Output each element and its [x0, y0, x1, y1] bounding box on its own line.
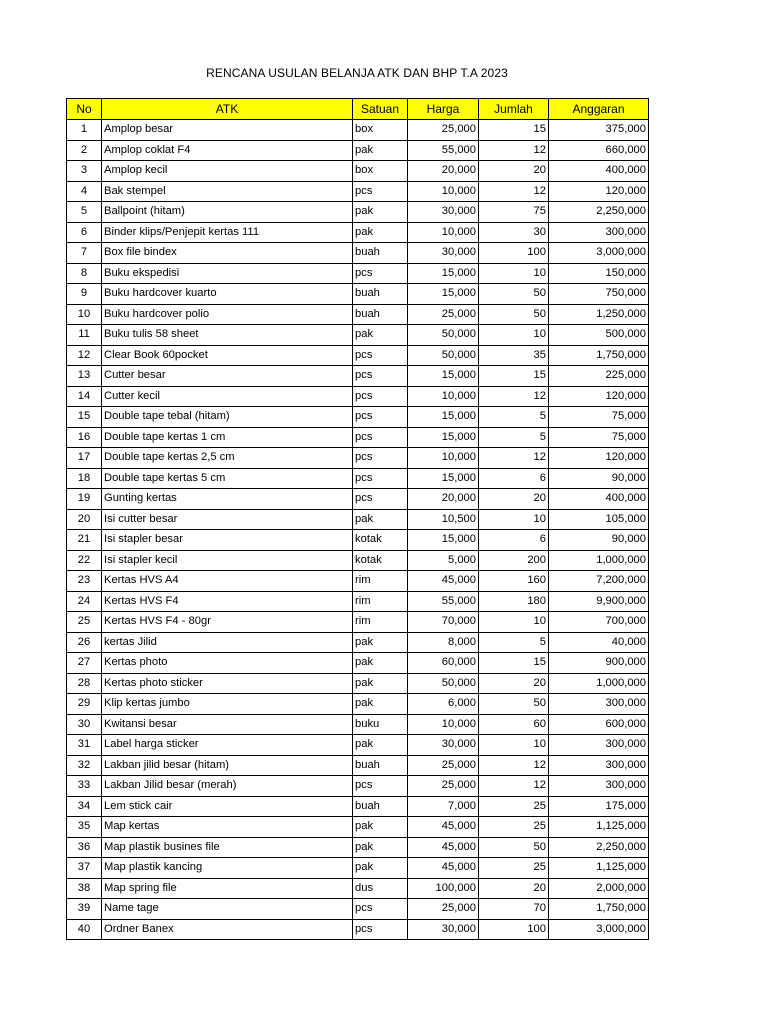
cell-jumlah: 20: [479, 878, 549, 899]
table-row: [67, 120, 649, 141]
cell-atk: Gunting kertas: [102, 489, 353, 510]
cell-jumlah: 50: [479, 284, 549, 305]
cell-satuan: pcs: [353, 181, 408, 202]
cell-jumlah: 12: [479, 755, 549, 776]
cell-anggaran: 300,000: [549, 694, 649, 715]
cell-jumlah: 25: [479, 796, 549, 817]
cell-anggaran: 2,000,000: [549, 878, 649, 899]
cell-jumlah: 6: [479, 468, 549, 489]
cell-harga: 15,000: [408, 427, 479, 448]
header-harga: Harga: [408, 99, 479, 120]
cell-anggaran: 375,000: [549, 120, 649, 141]
cell-satuan: pcs: [353, 899, 408, 920]
table-row: [67, 161, 649, 182]
table-row: [67, 735, 649, 756]
cell-anggaran: 500,000: [549, 325, 649, 346]
cell-atk: Double tape kertas 2,5 cm: [102, 448, 353, 469]
table-row: [67, 427, 649, 448]
cell-satuan: pak: [353, 509, 408, 530]
cell-anggaran: 120,000: [549, 181, 649, 202]
table-row: [67, 509, 649, 530]
cell-satuan: buah: [353, 284, 408, 305]
cell-atk: Isi stapler besar: [102, 530, 353, 551]
cell-satuan: buah: [353, 755, 408, 776]
cell-satuan: rim: [353, 571, 408, 592]
cell-anggaran: 400,000: [549, 489, 649, 510]
cell-jumlah: 70: [479, 899, 549, 920]
cell-atk: Box file bindex: [102, 243, 353, 264]
cell-harga: 50,000: [408, 325, 479, 346]
cell-harga: 45,000: [408, 858, 479, 879]
cell-satuan: buah: [353, 304, 408, 325]
cell-no: 18: [67, 468, 102, 489]
cell-jumlah: 15: [479, 120, 549, 141]
cell-atk: Map spring file: [102, 878, 353, 899]
cell-anggaran: 1,125,000: [549, 817, 649, 838]
cell-harga: 70,000: [408, 612, 479, 633]
header-no: No: [67, 99, 102, 120]
header-jumlah: Jumlah: [479, 99, 549, 120]
table-row: [67, 796, 649, 817]
cell-jumlah: 200: [479, 550, 549, 571]
table-row: [67, 284, 649, 305]
table-row: [67, 653, 649, 674]
table-row: [67, 919, 649, 940]
cell-harga: 15,000: [408, 407, 479, 428]
cell-no: 38: [67, 878, 102, 899]
cell-anggaran: 40,000: [549, 632, 649, 653]
cell-no: 40: [67, 919, 102, 940]
cell-no: 36: [67, 837, 102, 858]
cell-no: 10: [67, 304, 102, 325]
cell-jumlah: 60: [479, 714, 549, 735]
table-row: [67, 386, 649, 407]
atk-budget-table: [66, 98, 649, 940]
cell-jumlah: 10: [479, 735, 549, 756]
table-row: [67, 489, 649, 510]
table-row: [67, 776, 649, 797]
table-row: [67, 550, 649, 571]
cell-no: 12: [67, 345, 102, 366]
cell-atk: Name tage: [102, 899, 353, 920]
cell-harga: 10,000: [408, 386, 479, 407]
cell-harga: 15,000: [408, 530, 479, 551]
cell-anggaran: 1,750,000: [549, 899, 649, 920]
cell-anggaran: 300,000: [549, 755, 649, 776]
cell-jumlah: 50: [479, 304, 549, 325]
cell-atk: Kertas HVS F4 - 80gr: [102, 612, 353, 633]
cell-satuan: pak: [353, 694, 408, 715]
cell-jumlah: 10: [479, 509, 549, 530]
header-satuan: Satuan: [353, 99, 408, 120]
cell-jumlah: 15: [479, 366, 549, 387]
cell-atk: Buku ekspedisi: [102, 263, 353, 284]
cell-jumlah: 35: [479, 345, 549, 366]
cell-anggaran: 75,000: [549, 407, 649, 428]
cell-no: 2: [67, 140, 102, 161]
cell-anggaran: 1,250,000: [549, 304, 649, 325]
cell-satuan: pcs: [353, 448, 408, 469]
cell-anggaran: 300,000: [549, 735, 649, 756]
cell-atk: Amplop kecil: [102, 161, 353, 182]
cell-satuan: pcs: [353, 919, 408, 940]
cell-atk: Map plastik busines file: [102, 837, 353, 858]
cell-satuan: rim: [353, 591, 408, 612]
cell-atk: Cutter kecil: [102, 386, 353, 407]
cell-satuan: pak: [353, 858, 408, 879]
cell-no: 30: [67, 714, 102, 735]
header-atk: ATK: [102, 99, 353, 120]
table-row: [67, 366, 649, 387]
cell-no: 24: [67, 591, 102, 612]
cell-atk: Amplop coklat F4: [102, 140, 353, 161]
cell-harga: 6,000: [408, 694, 479, 715]
cell-harga: 50,000: [408, 345, 479, 366]
cell-harga: 55,000: [408, 140, 479, 161]
cell-harga: 10,000: [408, 714, 479, 735]
cell-atk: Double tape kertas 1 cm: [102, 427, 353, 448]
cell-atk: Lakban jilid besar (hitam): [102, 755, 353, 776]
cell-no: 14: [67, 386, 102, 407]
document-title: RENCANA USULAN BELANJA ATK DAN BHP T.A 2023: [206, 66, 508, 80]
cell-harga: 5,000: [408, 550, 479, 571]
cell-no: 7: [67, 243, 102, 264]
cell-jumlah: 5: [479, 427, 549, 448]
table-row: [67, 222, 649, 243]
cell-jumlah: 6: [479, 530, 549, 551]
cell-harga: 25,000: [408, 755, 479, 776]
cell-atk: Kwitansi besar: [102, 714, 353, 735]
cell-no: 4: [67, 181, 102, 202]
cell-jumlah: 75: [479, 202, 549, 223]
cell-atk: Kertas HVS A4: [102, 571, 353, 592]
cell-no: 16: [67, 427, 102, 448]
cell-no: 35: [67, 817, 102, 838]
cell-anggaran: 225,000: [549, 366, 649, 387]
cell-anggaran: 120,000: [549, 448, 649, 469]
cell-no: 5: [67, 202, 102, 223]
cell-satuan: pcs: [353, 407, 408, 428]
cell-no: 23: [67, 571, 102, 592]
cell-atk: Isi cutter besar: [102, 509, 353, 530]
cell-jumlah: 50: [479, 694, 549, 715]
cell-no: 22: [67, 550, 102, 571]
cell-atk: Double tape kertas 5 cm: [102, 468, 353, 489]
cell-atk: Buku hardcover polio: [102, 304, 353, 325]
cell-jumlah: 12: [479, 776, 549, 797]
cell-atk: Cutter besar: [102, 366, 353, 387]
cell-no: 17: [67, 448, 102, 469]
cell-harga: 15,000: [408, 366, 479, 387]
cell-harga: 45,000: [408, 817, 479, 838]
cell-jumlah: 10: [479, 325, 549, 346]
cell-satuan: pak: [353, 202, 408, 223]
cell-atk: Buku hardcover kuarto: [102, 284, 353, 305]
cell-satuan: pcs: [353, 366, 408, 387]
cell-satuan: pak: [353, 325, 408, 346]
cell-harga: 45,000: [408, 571, 479, 592]
cell-satuan: pak: [353, 817, 408, 838]
table-body: [67, 120, 649, 940]
cell-satuan: pcs: [353, 427, 408, 448]
cell-jumlah: 10: [479, 263, 549, 284]
cell-anggaran: 90,000: [549, 468, 649, 489]
table-row: [67, 899, 649, 920]
table-row: [67, 837, 649, 858]
cell-no: 9: [67, 284, 102, 305]
cell-atk: Ordner Banex: [102, 919, 353, 940]
cell-anggaran: 3,000,000: [549, 919, 649, 940]
cell-anggaran: 90,000: [549, 530, 649, 551]
cell-anggaran: 300,000: [549, 222, 649, 243]
cell-atk: Isi stapler kecil: [102, 550, 353, 571]
cell-atk: Kertas photo: [102, 653, 353, 674]
cell-harga: 10,000: [408, 181, 479, 202]
cell-harga: 15,000: [408, 284, 479, 305]
cell-anggaran: 1,000,000: [549, 550, 649, 571]
cell-no: 34: [67, 796, 102, 817]
cell-jumlah: 12: [479, 140, 549, 161]
cell-atk: Clear Book 60pocket: [102, 345, 353, 366]
cell-anggaran: 1,125,000: [549, 858, 649, 879]
table-row: [67, 817, 649, 838]
cell-atk: Lakban Jilid besar (merah): [102, 776, 353, 797]
cell-jumlah: 10: [479, 612, 549, 633]
table-row: [67, 243, 649, 264]
table-row: [67, 858, 649, 879]
table-row: [67, 571, 649, 592]
cell-harga: 25,000: [408, 776, 479, 797]
table-row: [67, 878, 649, 899]
cell-jumlah: 20: [479, 489, 549, 510]
table-row: [67, 304, 649, 325]
cell-harga: 30,000: [408, 919, 479, 940]
table-row: [67, 140, 649, 161]
cell-jumlah: 30: [479, 222, 549, 243]
cell-no: 1: [67, 120, 102, 141]
cell-harga: 30,000: [408, 202, 479, 223]
table-row: [67, 714, 649, 735]
table-row: [67, 632, 649, 653]
cell-anggaran: 400,000: [549, 161, 649, 182]
cell-satuan: box: [353, 120, 408, 141]
cell-no: 20: [67, 509, 102, 530]
cell-anggaran: 120,000: [549, 386, 649, 407]
cell-no: 8: [67, 263, 102, 284]
cell-anggaran: 1,000,000: [549, 673, 649, 694]
cell-no: 28: [67, 673, 102, 694]
cell-harga: 30,000: [408, 735, 479, 756]
cell-satuan: pak: [353, 673, 408, 694]
cell-satuan: pak: [353, 653, 408, 674]
cell-harga: 45,000: [408, 837, 479, 858]
table-row: [67, 612, 649, 633]
cell-jumlah: 180: [479, 591, 549, 612]
cell-harga: 30,000: [408, 243, 479, 264]
cell-atk: Ballpoint (hitam): [102, 202, 353, 223]
header-anggaran: Anggaran: [549, 99, 649, 120]
cell-satuan: buah: [353, 243, 408, 264]
cell-anggaran: 105,000: [549, 509, 649, 530]
cell-no: 26: [67, 632, 102, 653]
cell-atk: Buku tulis 58 sheet: [102, 325, 353, 346]
cell-harga: 25,000: [408, 304, 479, 325]
cell-anggaran: 9,900,000: [549, 591, 649, 612]
cell-satuan: pak: [353, 735, 408, 756]
table-row: [67, 181, 649, 202]
table-header-row: [67, 99, 649, 120]
cell-no: 31: [67, 735, 102, 756]
cell-no: 11: [67, 325, 102, 346]
cell-satuan: pak: [353, 632, 408, 653]
cell-satuan: pcs: [353, 776, 408, 797]
cell-harga: 100,000: [408, 878, 479, 899]
cell-harga: 25,000: [408, 120, 479, 141]
table-row: [67, 468, 649, 489]
cell-anggaran: 2,250,000: [549, 202, 649, 223]
cell-harga: 20,000: [408, 161, 479, 182]
cell-harga: 25,000: [408, 899, 479, 920]
cell-satuan: box: [353, 161, 408, 182]
cell-jumlah: 160: [479, 571, 549, 592]
cell-no: 27: [67, 653, 102, 674]
table-row: [67, 755, 649, 776]
cell-satuan: kotak: [353, 530, 408, 551]
cell-satuan: pak: [353, 837, 408, 858]
table-row: [67, 345, 649, 366]
cell-satuan: rim: [353, 612, 408, 633]
cell-satuan: buah: [353, 796, 408, 817]
cell-harga: 15,000: [408, 468, 479, 489]
cell-satuan: pcs: [353, 489, 408, 510]
cell-anggaran: 900,000: [549, 653, 649, 674]
cell-atk: Bak stempel: [102, 181, 353, 202]
cell-anggaran: 150,000: [549, 263, 649, 284]
cell-harga: 50,000: [408, 673, 479, 694]
cell-satuan: kotak: [353, 550, 408, 571]
cell-no: 29: [67, 694, 102, 715]
cell-jumlah: 20: [479, 673, 549, 694]
table-row: [67, 202, 649, 223]
table-row: [67, 673, 649, 694]
cell-no: 25: [67, 612, 102, 633]
cell-jumlah: 25: [479, 817, 549, 838]
cell-harga: 10,500: [408, 509, 479, 530]
cell-no: 19: [67, 489, 102, 510]
cell-satuan: pcs: [353, 263, 408, 284]
table-row: [67, 591, 649, 612]
cell-anggaran: 3,000,000: [549, 243, 649, 264]
cell-anggaran: 600,000: [549, 714, 649, 735]
cell-jumlah: 12: [479, 386, 549, 407]
table-row: [67, 407, 649, 428]
cell-anggaran: 750,000: [549, 284, 649, 305]
cell-satuan: pak: [353, 222, 408, 243]
cell-no: 37: [67, 858, 102, 879]
cell-atk: Kertas HVS F4: [102, 591, 353, 612]
cell-no: 32: [67, 755, 102, 776]
cell-anggaran: 300,000: [549, 776, 649, 797]
cell-satuan: buku: [353, 714, 408, 735]
cell-harga: 10,000: [408, 448, 479, 469]
cell-satuan: dus: [353, 878, 408, 899]
cell-atk: Map plastik kancing: [102, 858, 353, 879]
cell-anggaran: 1,750,000: [549, 345, 649, 366]
cell-no: 6: [67, 222, 102, 243]
cell-atk: Kertas photo sticker: [102, 673, 353, 694]
cell-anggaran: 660,000: [549, 140, 649, 161]
cell-jumlah: 50: [479, 837, 549, 858]
cell-satuan: pak: [353, 140, 408, 161]
cell-anggaran: 75,000: [549, 427, 649, 448]
cell-no: 13: [67, 366, 102, 387]
cell-harga: 10,000: [408, 222, 479, 243]
table-row: [67, 263, 649, 284]
cell-anggaran: 700,000: [549, 612, 649, 633]
cell-anggaran: 2,250,000: [549, 837, 649, 858]
cell-atk: kertas Jilid: [102, 632, 353, 653]
cell-jumlah: 100: [479, 919, 549, 940]
cell-no: 3: [67, 161, 102, 182]
cell-jumlah: 25: [479, 858, 549, 879]
table-row: [67, 448, 649, 469]
cell-atk: Map kertas: [102, 817, 353, 838]
cell-jumlah: 12: [479, 448, 549, 469]
table-row: [67, 694, 649, 715]
cell-harga: 7,000: [408, 796, 479, 817]
cell-satuan: pcs: [353, 386, 408, 407]
cell-harga: 20,000: [408, 489, 479, 510]
cell-atk: Amplop besar: [102, 120, 353, 141]
cell-no: 15: [67, 407, 102, 428]
table-row: [67, 325, 649, 346]
cell-anggaran: 7,200,000: [549, 571, 649, 592]
cell-jumlah: 100: [479, 243, 549, 264]
cell-atk: Double tape tebal (hitam): [102, 407, 353, 428]
cell-atk: Label harga sticker: [102, 735, 353, 756]
cell-harga: 15,000: [408, 263, 479, 284]
cell-no: 39: [67, 899, 102, 920]
cell-jumlah: 15: [479, 653, 549, 674]
cell-anggaran: 175,000: [549, 796, 649, 817]
cell-no: 33: [67, 776, 102, 797]
cell-atk: Lem stick cair: [102, 796, 353, 817]
cell-satuan: pcs: [353, 468, 408, 489]
cell-no: 21: [67, 530, 102, 551]
cell-harga: 55,000: [408, 591, 479, 612]
table-row: [67, 530, 649, 551]
cell-atk: Klip kertas jumbo: [102, 694, 353, 715]
cell-jumlah: 5: [479, 632, 549, 653]
cell-harga: 8,000: [408, 632, 479, 653]
cell-jumlah: 20: [479, 161, 549, 182]
cell-jumlah: 5: [479, 407, 549, 428]
cell-jumlah: 12: [479, 181, 549, 202]
cell-atk: Binder klips/Penjepit kertas 111: [102, 222, 353, 243]
cell-satuan: pcs: [353, 345, 408, 366]
cell-harga: 60,000: [408, 653, 479, 674]
